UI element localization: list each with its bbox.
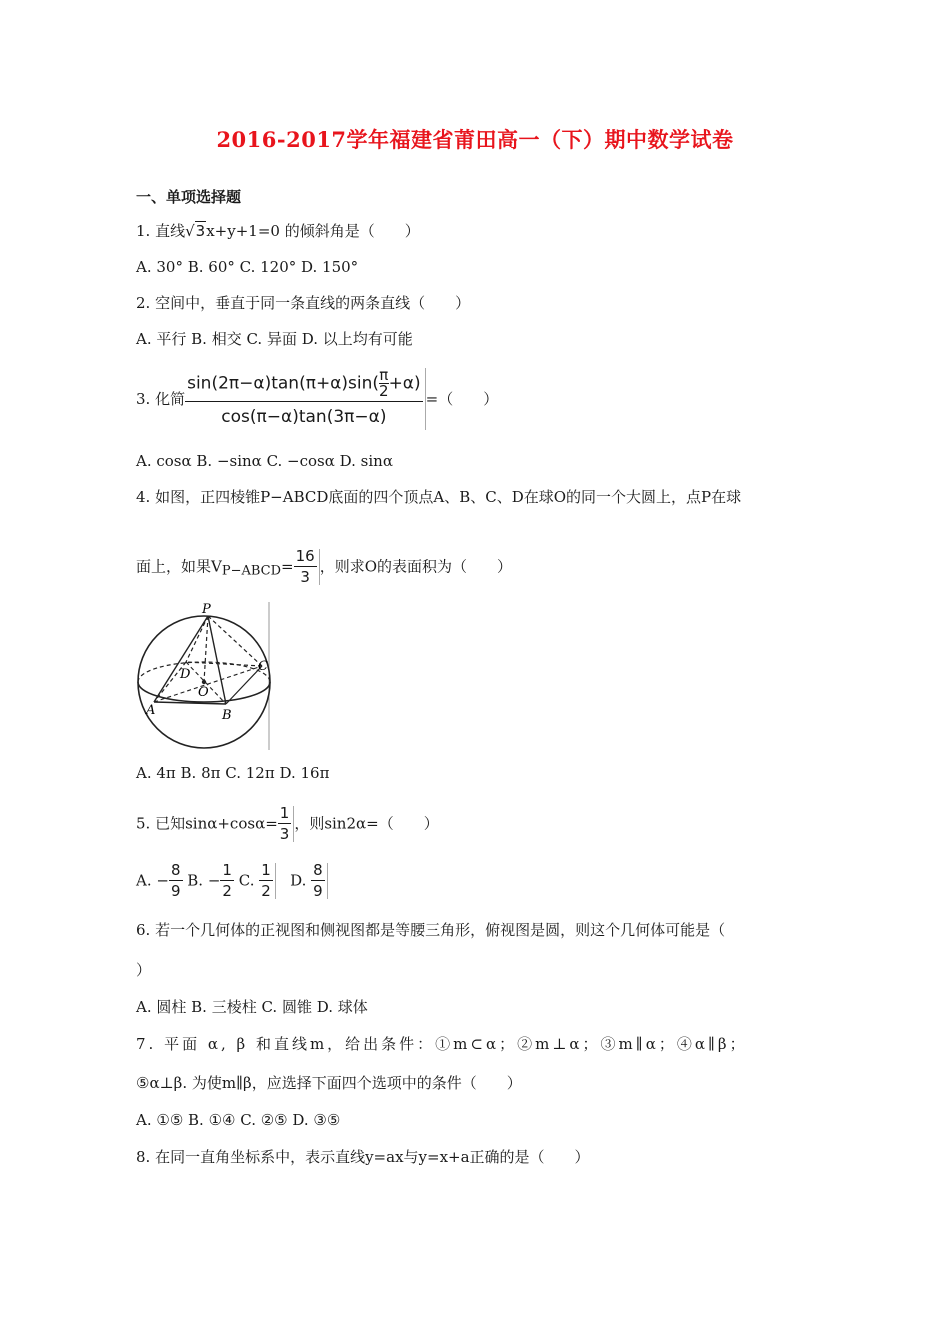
label-A: A <box>146 703 156 718</box>
q4-suffix: ，则求O的表面积为（ ） <box>319 557 513 576</box>
center-point <box>202 680 206 684</box>
edge-PD <box>186 616 208 662</box>
q3-options: A. cosα B. −sinα C. −cosα D. sinα <box>136 452 393 470</box>
q3-inner-fraction <box>379 368 389 399</box>
q6-line-1: 6. 若一个几何体的正视图和侧视图都是等腰三角形，俯视图是圆，则这个几何体可能是（ <box>136 921 726 939</box>
q5-den: 3 <box>279 825 290 843</box>
q1-prefix: 1. 直线 <box>136 222 186 240</box>
question-3 <box>136 368 498 430</box>
question-5 <box>136 803 439 844</box>
opt-b-sign: − <box>207 871 221 890</box>
q5-suffix: ，则sin2α=（ ） <box>294 814 439 833</box>
q5-prefix: 5. 已知sinα+cosα= <box>136 814 278 833</box>
q4-prefix: 面上，如果V <box>136 557 222 576</box>
opt-c-den: 2 <box>261 882 271 900</box>
opt-a-sign: − <box>156 871 169 890</box>
sqrt-3: √3 <box>185 222 206 240</box>
q4-fraction <box>294 546 317 587</box>
q4-den: 3 <box>300 568 310 586</box>
q3-denominator: cos(π−α)tan(3π−α) <box>221 407 387 427</box>
q4-eq: = <box>281 557 294 576</box>
q2-options: A. 平行 B. 相交 C. 异面 D. 以上均有可能 <box>136 330 413 348</box>
q7-options: A. ①⑤ B. ①④ C. ②⑤ D. ③⑤ <box>136 1111 341 1129</box>
q7-line-1: 7. 平面 α, β 和直线m，给出条件：①m⊂α；②m⊥α；③m∥α；④α∥β； <box>136 1035 748 1053</box>
opt-a-num: 8 <box>170 861 181 879</box>
opt-d-fraction <box>311 860 325 901</box>
opt-c-label: C. <box>238 871 260 890</box>
inner-num: π <box>379 366 389 384</box>
opt-d-num: 8 <box>313 861 323 879</box>
q4-line-1: 4. 如图，正四棱锥P−ABCD底面的四个顶点A、B、C、D在球O的同一个大圆上，点P在球 <box>136 488 742 506</box>
q7-line-2: ⑤α⊥β. 为使m∥β，应选择下面四个选项中的条件（ ） <box>136 1074 522 1092</box>
label-O: O <box>198 685 209 700</box>
q3-fraction <box>185 368 426 430</box>
opt-a-fraction <box>169 860 183 901</box>
frac-border <box>275 863 276 899</box>
sphere-pyramid-figure <box>136 602 272 752</box>
opt-b-fraction <box>220 860 234 901</box>
q1-suffix: x+y+1=0 的倾斜角是（ ） <box>206 222 420 240</box>
label-B: B <box>222 708 232 723</box>
q5-fraction <box>278 803 292 844</box>
frac-border <box>327 863 328 899</box>
q3-num-a: sin(2π−α)tan(π+α)sin( <box>187 373 380 394</box>
label-C: C <box>258 659 268 674</box>
opt-a-den: 9 <box>170 882 181 900</box>
opt-b-num: 1 <box>222 861 232 879</box>
page-title: 2016-2017学年福建省莆田高一（下）期中数学试卷 <box>216 127 734 152</box>
opt-b-den: 2 <box>222 882 232 900</box>
q4-num: 16 <box>295 547 315 565</box>
q3-suffix: =（ ） <box>425 390 499 408</box>
q3-prefix: 3. 化简 <box>136 390 186 408</box>
edge-PB <box>208 616 226 704</box>
opt-b-label: B. <box>187 871 208 890</box>
label-P: P <box>202 602 211 617</box>
q5-num: 1 <box>279 804 290 822</box>
opt-a-label: A. <box>136 871 157 890</box>
q3-num-b: +α) <box>388 373 421 394</box>
q6-options: A. 圆柱 B. 三棱柱 C. 圆锥 D. 球体 <box>136 998 368 1016</box>
q6-line-2: ） <box>136 961 152 979</box>
opt-c-fraction <box>259 860 273 901</box>
inner-den: 2 <box>379 382 389 400</box>
q4-subscript: P−ABCD <box>221 563 282 579</box>
question-2: 2. 空间中，垂直于同一条直线的两条直线（ ） <box>136 294 471 312</box>
label-D: D <box>180 667 191 682</box>
question-1 <box>136 221 420 241</box>
opt-c-num: 1 <box>261 861 271 879</box>
q4-options: A. 4π B. 8π C. 12π D. 16π <box>136 764 330 782</box>
q4-line-2 <box>136 546 512 587</box>
opt-d-den: 9 <box>313 882 323 900</box>
section-heading: 一、单项选择题 <box>136 188 242 206</box>
opt-d-label: D. <box>290 871 312 890</box>
q5-options <box>136 860 328 901</box>
edge-PO <box>204 616 208 682</box>
q3-numerator <box>185 368 423 402</box>
question-8: 8. 在同一直角坐标系中，表示直线y=ax与y=x+a正确的是（ ） <box>136 1148 590 1166</box>
q1-options: A. 30° B. 60° C. 120° D. 150° <box>136 258 359 276</box>
radicand: 3 <box>195 222 206 240</box>
